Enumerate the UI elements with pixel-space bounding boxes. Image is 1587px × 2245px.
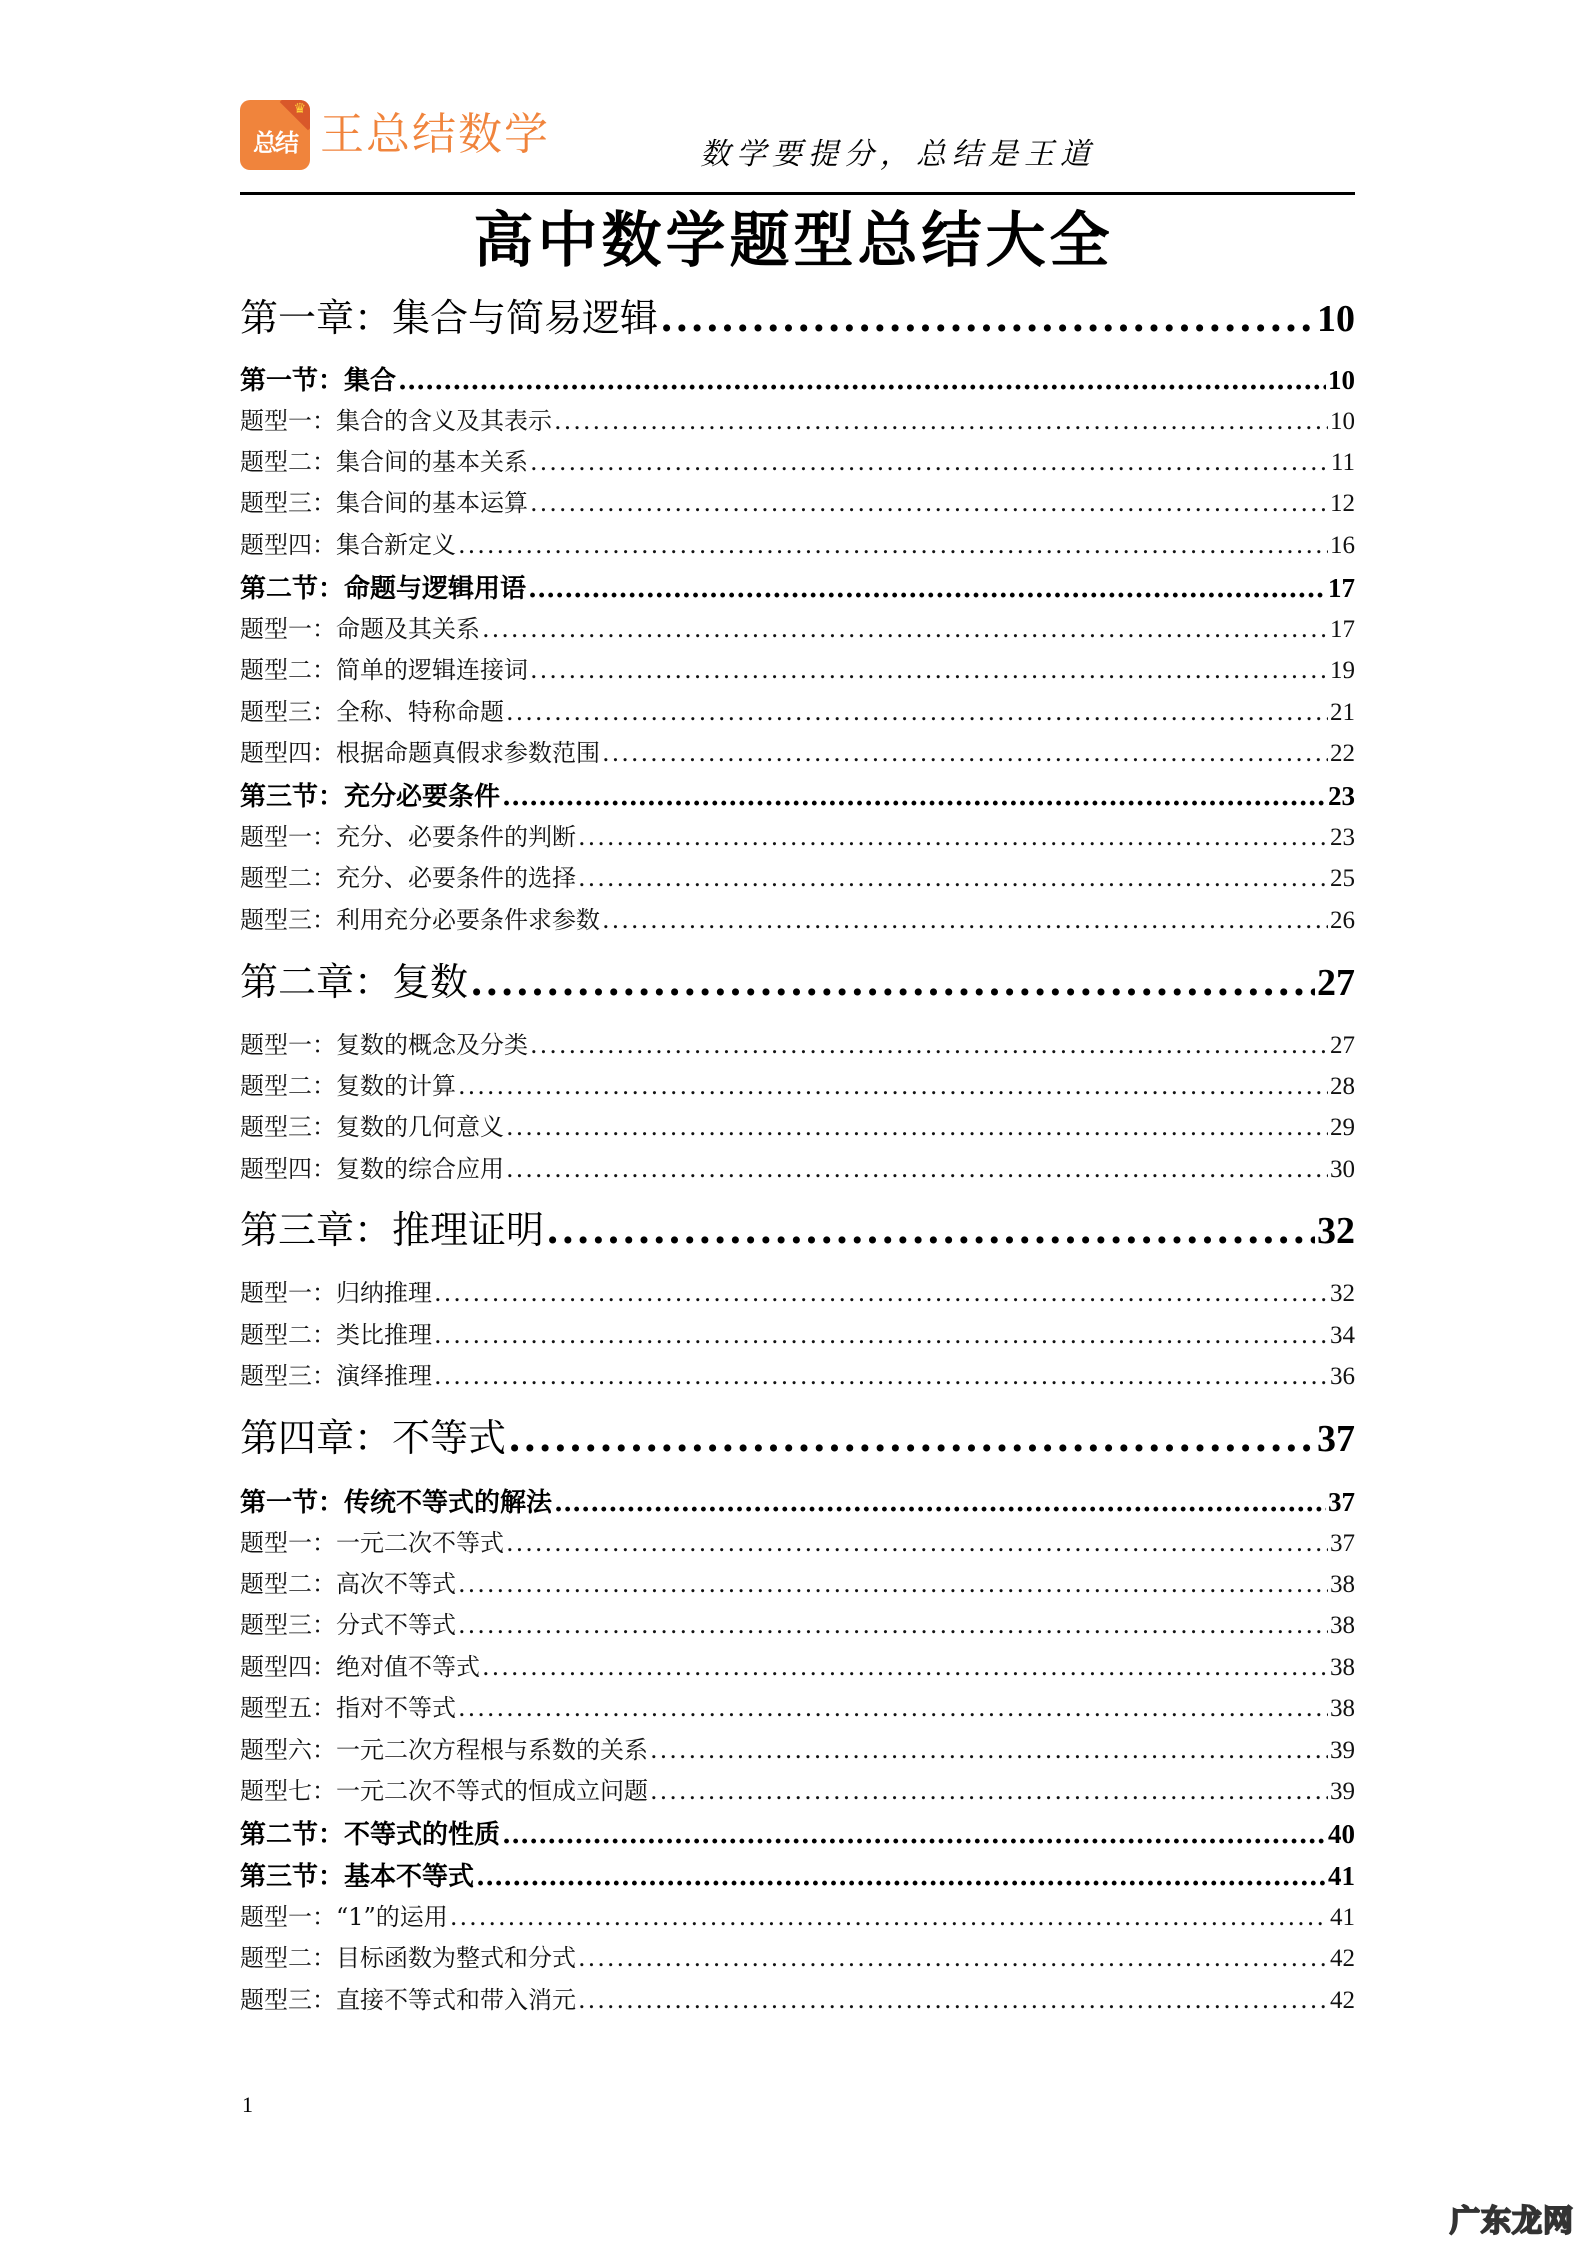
toc-entry-page-number: 21 <box>1330 699 1355 726</box>
brand-logo <box>240 100 550 170</box>
toc-entry-page-number: 29 <box>1330 1114 1355 1141</box>
dot-leader <box>530 488 1328 518</box>
dot-leader <box>530 1030 1328 1060</box>
toc-entry-label: 第三章：推理证明 <box>240 1208 545 1252</box>
logo-name: 王总结数学 <box>320 109 550 160</box>
dot-leader <box>554 1487 1326 1519</box>
toc-entry-page-number: 16 <box>1330 532 1355 559</box>
dot-leader <box>602 905 1328 935</box>
toc-entry-label: 题型三：分式不等式 <box>240 1611 456 1639</box>
toc-entry-type[interactable] <box>240 488 1355 519</box>
toc-entry-label: 题型二：类比推理 <box>240 1321 432 1349</box>
toc-entry-type[interactable] <box>240 1112 1355 1143</box>
toc-entry-label: 题型一：充分、必要条件的判断 <box>240 823 576 851</box>
toc-entry-page-number: 32 <box>1330 1280 1355 1307</box>
toc-entry-type[interactable] <box>240 697 1355 728</box>
toc-entry-label: 题型三：复数的几何意义 <box>240 1113 504 1141</box>
toc-entry-type[interactable] <box>240 447 1355 478</box>
toc-entry-label: 题型四：复数的综合应用 <box>240 1155 504 1183</box>
toc-entry-section[interactable] <box>240 1860 1355 1893</box>
toc-entry-type[interactable] <box>240 1361 1355 1392</box>
dot-leader <box>554 406 1328 436</box>
dot-leader <box>602 738 1328 768</box>
toc-entry-chapter[interactable] <box>240 960 1355 1005</box>
toc-entry-label: 第一章：集合与简易逻辑 <box>240 296 659 340</box>
toc-entry-page-number: 38 <box>1330 1571 1355 1598</box>
toc-entry-label: 题型二：目标函数为整式和分式 <box>240 1944 576 1972</box>
toc-entry-page-number: 34 <box>1330 1322 1355 1349</box>
toc-entry-page-number: 41 <box>1328 1861 1355 1891</box>
dot-leader <box>578 822 1328 852</box>
toc-entry-label: 题型三：集合间的基本运算 <box>240 489 528 517</box>
dot-leader <box>482 614 1328 644</box>
logo-badge-text: 总结 <box>253 128 297 157</box>
toc-entry-label: 题型三：演绎推理 <box>240 1362 432 1390</box>
toc-entry-label: 第二节：命题与逻辑用语 <box>240 574 527 604</box>
toc-entry-page-number: 11 <box>1330 449 1355 476</box>
toc-entry-label: 第三节：充分必要条件 <box>240 782 501 812</box>
dot-leader <box>434 1361 1328 1391</box>
toc-entry-type[interactable] <box>240 1693 1355 1724</box>
toc-entry-page-number: 39 <box>1330 1778 1355 1805</box>
toc-entry-page-number: 28 <box>1330 1073 1355 1100</box>
toc-entry-type[interactable] <box>240 1735 1355 1766</box>
toc-entry-label: 题型三：直接不等式和带入消元 <box>240 1986 576 2014</box>
toc-entry-label: 题型一：复数的概念及分类 <box>240 1031 528 1059</box>
dot-leader <box>502 781 1326 813</box>
dot-leader <box>470 960 1315 1004</box>
toc-entry-type[interactable] <box>240 1071 1355 1102</box>
toc-entry-label: 第四章：不等式 <box>240 1416 507 1460</box>
dot-leader <box>506 1528 1328 1558</box>
toc-entry-page-number: 38 <box>1330 1654 1355 1681</box>
toc-entry-label: 题型一：一元二次不等式 <box>240 1529 504 1557</box>
toc-entry-chapter[interactable] <box>240 1416 1355 1461</box>
toc-entry-page-number: 39 <box>1330 1737 1355 1764</box>
toc-entry-type[interactable] <box>240 1528 1355 1559</box>
dot-leader <box>458 1693 1328 1723</box>
slogan: 数学要提分，总结是王道 <box>700 137 1096 172</box>
toc-entry-label: 题型二：集合间的基本关系 <box>240 448 528 476</box>
dot-leader <box>530 447 1329 477</box>
toc-entry-page-number: 12 <box>1330 490 1355 517</box>
toc-entry-section[interactable] <box>240 1486 1355 1519</box>
crown-icon: ♛ <box>293 101 306 117</box>
toc-entry-label: 第二章：复数 <box>240 960 469 1004</box>
toc-entry-type[interactable] <box>240 1278 1355 1309</box>
toc-entry-page-number: 17 <box>1330 616 1355 643</box>
toc-entry-type[interactable] <box>240 406 1355 437</box>
dot-leader <box>482 1652 1328 1682</box>
toc-entry-label: 题型一：命题及其关系 <box>240 615 480 643</box>
toc-entry-page-number: 42 <box>1330 1945 1355 1972</box>
toc-entry-type[interactable] <box>240 1320 1355 1351</box>
toc-entry-label: 题型三：利用充分必要条件求参数 <box>240 906 600 934</box>
toc-entry-page-number: 38 <box>1330 1695 1355 1722</box>
toc-entry-page-number: 26 <box>1330 907 1355 934</box>
toc-entry-type[interactable] <box>240 1943 1355 1974</box>
toc-entry-page-number: 10 <box>1317 298 1355 340</box>
dot-leader <box>546 1208 1315 1252</box>
toc-entry-type[interactable] <box>240 822 1355 853</box>
toc-entry-page-number: 38 <box>1330 1612 1355 1639</box>
dot-leader <box>530 655 1328 685</box>
toc-entry-section[interactable] <box>240 364 1355 397</box>
toc-entry-page-number: 23 <box>1328 781 1355 811</box>
dot-leader <box>650 1735 1328 1765</box>
toc-entry-type[interactable] <box>240 1610 1355 1641</box>
dot-leader <box>578 1943 1328 1973</box>
dot-leader <box>458 1610 1328 1640</box>
toc-entry-page-number: 10 <box>1330 408 1355 435</box>
dot-leader <box>660 296 1315 340</box>
toc-entry-page-number: 37 <box>1328 1487 1355 1517</box>
toc-entry-label: 题型一：归纳推理 <box>240 1279 432 1307</box>
toc-entry-page-number: 32 <box>1317 1210 1355 1252</box>
toc-entry-label: 题型四：根据命题真假求参数范围 <box>240 739 600 767</box>
dot-leader <box>458 530 1328 560</box>
toc-entry-type[interactable] <box>240 1985 1355 2016</box>
dot-leader <box>458 1071 1328 1101</box>
watermark: 广东龙网 <box>1450 2204 1574 2239</box>
toc-entry-chapter[interactable] <box>240 1208 1355 1253</box>
dot-leader <box>476 1861 1326 1893</box>
toc-entry-label: 题型一：“1”的运用 <box>240 1903 448 1931</box>
toc-entry-label: 题型六：一元二次方程根与系数的关系 <box>240 1736 648 1764</box>
toc-entry-type[interactable] <box>240 1776 1355 1807</box>
toc-entry-page-number: 25 <box>1330 865 1355 892</box>
toc-entry-page-number: 22 <box>1330 740 1355 767</box>
toc-entry-type[interactable] <box>240 863 1355 894</box>
dot-leader <box>458 1569 1328 1599</box>
toc-entry-section[interactable] <box>240 1818 1355 1851</box>
toc-entry-page-number: 23 <box>1330 824 1355 851</box>
logo-badge <box>240 100 310 170</box>
toc-entry-label: 题型二：简单的逻辑连接词 <box>240 656 528 684</box>
toc-entry-label: 题型五：指对不等式 <box>240 1694 456 1722</box>
toc-entry-type[interactable] <box>240 1569 1355 1600</box>
toc-entry-label: 题型四：集合新定义 <box>240 531 456 559</box>
toc-entry-type[interactable] <box>240 530 1355 561</box>
toc-entry-type[interactable] <box>240 1154 1355 1185</box>
dot-leader <box>578 1985 1328 2015</box>
dot-leader <box>502 1819 1326 1851</box>
dot-leader <box>506 1154 1328 1184</box>
dot-leader <box>578 863 1328 893</box>
toc-entry-page-number: 41 <box>1330 1904 1355 1931</box>
dot-leader <box>506 697 1328 727</box>
toc-entry-page-number: 37 <box>1317 1418 1355 1460</box>
toc-entry-section[interactable] <box>240 572 1355 605</box>
toc-entry-page-number: 40 <box>1328 1819 1355 1849</box>
toc-entry-section[interactable] <box>240 780 1355 813</box>
toc-entry-page-number: 19 <box>1330 657 1355 684</box>
toc-entry-label: 题型二：高次不等式 <box>240 1570 456 1598</box>
toc-entry-label: 第一节：传统不等式的解法 <box>240 1488 553 1518</box>
toc-entry-page-number: 27 <box>1317 962 1355 1004</box>
toc-entry-type[interactable] <box>240 738 1355 769</box>
toc-entry-type[interactable] <box>240 614 1355 645</box>
toc-entry-label: 题型四：绝对值不等式 <box>240 1653 480 1681</box>
toc-entry-page-number: 17 <box>1328 573 1355 603</box>
toc-entry-page-number: 30 <box>1330 1156 1355 1183</box>
toc-entry-page-number: 37 <box>1330 1530 1355 1557</box>
toc-entry-label: 题型一：集合的含义及其表示 <box>240 407 552 435</box>
toc-entry-type[interactable] <box>240 905 1355 936</box>
document-title: 高中数学题型总结大全 <box>473 206 1114 276</box>
toc-entry-chapter[interactable] <box>240 296 1355 341</box>
toc-entry-label: 第二节：不等式的性质 <box>240 1820 501 1850</box>
dot-leader <box>434 1278 1328 1308</box>
toc-entry-type[interactable] <box>240 1030 1355 1061</box>
header-divider <box>240 192 1355 195</box>
dot-leader <box>450 1902 1328 1932</box>
toc-entry-page-number: 42 <box>1330 1987 1355 2014</box>
toc-entry-page-number: 36 <box>1330 1363 1355 1390</box>
dot-leader <box>508 1416 1315 1460</box>
toc-entry-label: 题型七：一元二次不等式的恒成立问题 <box>240 1777 648 1805</box>
toc-entry-page-number: 27 <box>1330 1032 1355 1059</box>
toc-entry-type[interactable] <box>240 655 1355 686</box>
toc-entry-type[interactable] <box>240 1652 1355 1683</box>
dot-leader <box>528 573 1326 605</box>
toc-entry-label: 题型三：全称、特称命题 <box>240 698 504 726</box>
dot-leader <box>506 1112 1328 1142</box>
toc-entry-type[interactable] <box>240 1902 1355 1933</box>
dot-leader <box>398 365 1326 397</box>
dot-leader <box>650 1776 1328 1806</box>
dot-leader <box>434 1320 1328 1350</box>
toc-entry-page-number: 10 <box>1328 365 1355 395</box>
toc-entry-label: 题型二：复数的计算 <box>240 1072 456 1100</box>
toc-entry-label: 题型二：充分、必要条件的选择 <box>240 864 576 892</box>
toc-entry-label: 第一节：集合 <box>240 366 397 396</box>
toc-entry-label: 第三节：基本不等式 <box>240 1862 475 1892</box>
page-number: 1 <box>242 2092 253 2117</box>
